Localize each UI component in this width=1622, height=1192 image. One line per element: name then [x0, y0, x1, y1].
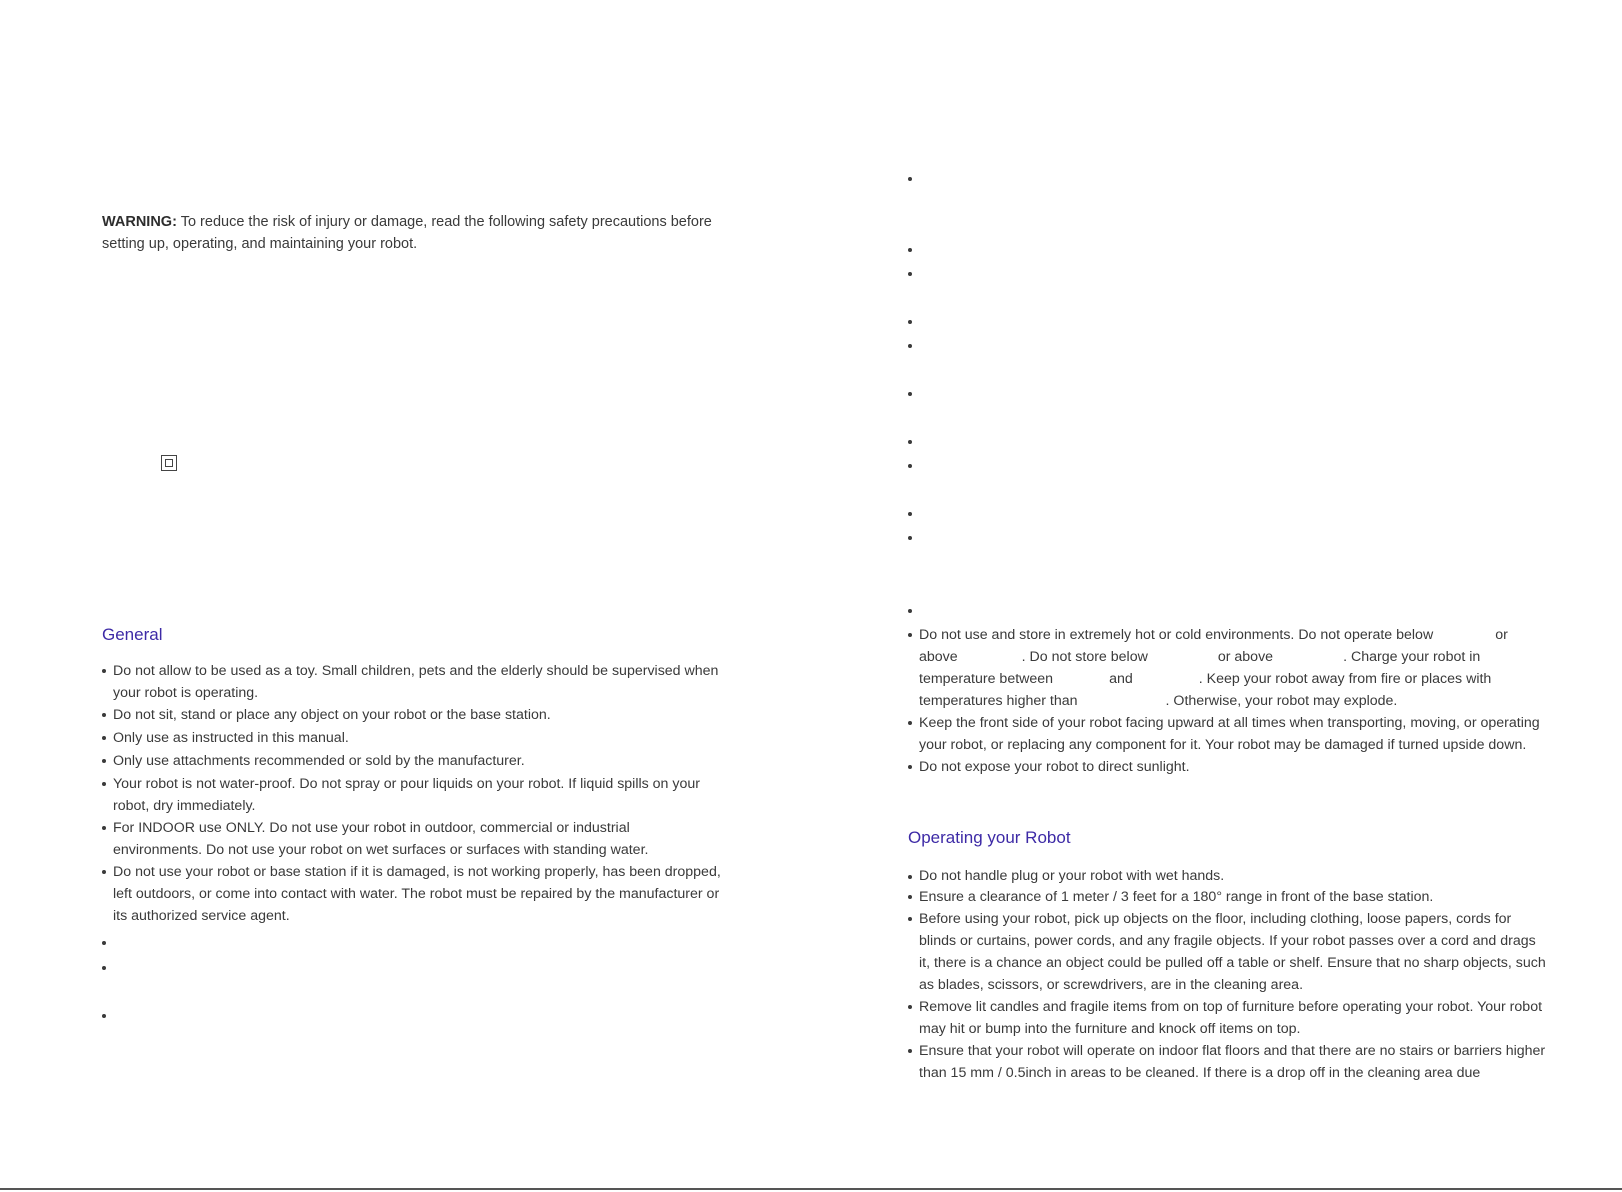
list-item: Your robot is not water-proof. Do not spray or pour liquids on your robot. If liquid spills on your robot, dry immediately. — [102, 773, 722, 817]
temperature-text: temperatures higher than — [919, 693, 1078, 709]
empty-bullet — [908, 609, 912, 613]
empty-bullet — [908, 248, 912, 252]
empty-bullet — [908, 464, 912, 468]
list-item: Only use attachments recommended or sold by the manufacturer. — [102, 750, 722, 772]
warning-text: To reduce the risk of injury or damage, read the following safety precautions before setting up, operating, and maintaining your robot. — [102, 214, 712, 252]
empty-bullet — [908, 177, 912, 181]
temperature-text: . Keep your robot away from fire or places with — [1198, 671, 1492, 687]
general-heading: General — [102, 625, 163, 644]
list-item: Only use as instructed in this manual. — [102, 727, 722, 749]
list-item: Ensure that your robot will operate on indoor flat floors and that there are no stairs or barriers higher than 15 mm / 0.5inch in areas to be cleaned. If there is a drop off in the cleaning area due — [908, 1040, 1548, 1084]
operating-list — [908, 866, 1548, 1084]
bottom-page-edge — [0, 1188, 1622, 1190]
list-item: Do not allow to be used as a toy. Small children, pets and the elderly should be supervised when your robot is operating. — [102, 660, 722, 704]
list-item: Remove lit candles and fragile items from on top of furniture before operating your robot. Your robot may hit or bump into the furniture and knock off items on top. — [908, 996, 1548, 1040]
list-item: Do not expose your robot to direct sunlight. — [908, 756, 1548, 778]
list-item: Ensure a clearance of 1 meter / 3 feet for a 180° range in front of the base station. — [908, 886, 1548, 908]
temperature-text: Do not use and store in extremely hot or cold environments. Do not operate below — [919, 627, 1434, 643]
temperature-text: above — [919, 649, 958, 665]
warning-label: WARNING: — [102, 214, 177, 230]
warning-paragraph — [102, 211, 722, 255]
operating-heading: Operating your Robot — [908, 828, 1071, 847]
empty-bullet — [102, 966, 106, 970]
empty-bullet — [908, 536, 912, 540]
list-item: Keep the front side of your robot facing upward at all times when transporting, moving, or operating your robot, or replacing any component for it. Your robot may be damaged if turned upside down. — [908, 712, 1548, 756]
double-insulation-square-icon — [161, 455, 177, 471]
temperature-text: . Otherwise, your robot may explode. — [1165, 693, 1398, 709]
list-item-temperature — [908, 624, 1548, 712]
temperature-text: or — [1495, 627, 1508, 643]
empty-bullet — [102, 1014, 106, 1018]
temperature-text: and — [1109, 671, 1133, 687]
temperature-text: temperature between — [919, 671, 1054, 687]
temperature-text: . Do not store below — [1021, 649, 1148, 665]
empty-bullet — [908, 392, 912, 396]
empty-bullet — [908, 440, 912, 444]
empty-bullet — [908, 512, 912, 516]
empty-bullet — [102, 941, 106, 945]
general-list — [102, 660, 722, 927]
list-item: Do not handle plug or your robot with wet hands. — [908, 866, 1548, 886]
storage-list — [908, 624, 1548, 778]
temperature-text: or above — [1217, 649, 1274, 665]
empty-bullet — [908, 320, 912, 324]
temperature-text: . Charge your robot in — [1343, 649, 1481, 665]
empty-bullet — [908, 344, 912, 348]
list-item: Do not sit, stand or place any object on your robot or the base station. — [102, 704, 722, 726]
list-item: Do not use your robot or base station if it is damaged, is not working properly, has been dropped, left outdoors, or come into contact with water. The robot must be repaired by the manufacturer or its authorized service agent. — [102, 861, 723, 927]
right-page — [811, 0, 1622, 1192]
empty-bullet — [908, 272, 912, 276]
list-item: For INDOOR use ONLY. Do not use your robot in outdoor, commercial or industrial environments. Do not use your robot on wet surfaces or surfaces with standing water. — [102, 817, 722, 861]
list-item: Before using your robot, pick up objects on the floor, including clothing, loose papers, cords for blinds or curtains, power cords, and any fragile objects. If your robot passes over a cord and drags it, there is a chance an object could be pulled off a table or shelf. Ensure that no sharp objects, such as blades, scissors, or screwdrivers, are in the cleaning area. — [908, 908, 1548, 996]
